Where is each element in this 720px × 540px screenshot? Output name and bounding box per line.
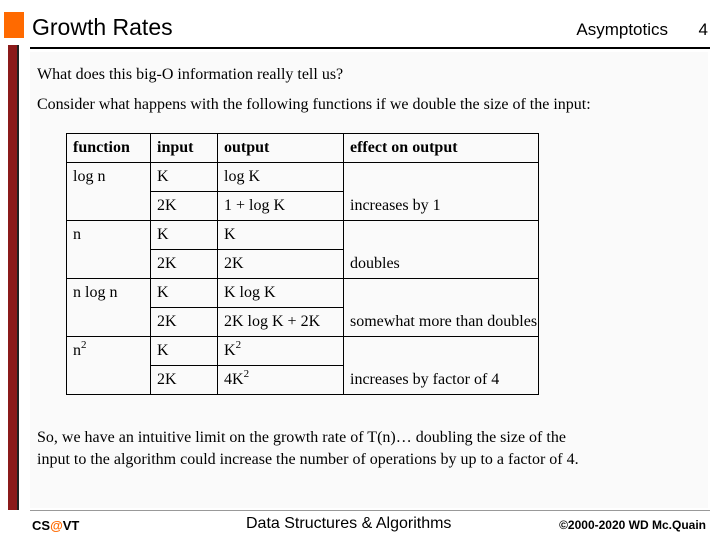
cell-effect: increases by 1 (344, 192, 539, 221)
cell-output: K (218, 221, 344, 250)
cell-output: 2K (218, 250, 344, 279)
cell-input: K (151, 163, 218, 192)
table-row (67, 308, 539, 337)
cell-output: 1 + log K (218, 192, 344, 221)
cell-effect: increases by factor of 4 (344, 366, 539, 395)
table-header-row (67, 134, 539, 163)
table-row (67, 192, 539, 221)
conclusion-line-2: input to the algorithm could increase the number of operations by up to a factor of 4. (37, 451, 579, 468)
footer-at: @ (50, 518, 63, 533)
table-row (67, 337, 539, 366)
cell-output: 2K log K + 2K (218, 308, 344, 337)
cell-effect (344, 221, 539, 250)
cell-output (218, 366, 344, 395)
cell-function (67, 250, 151, 279)
header-function: function (67, 134, 151, 163)
cell-output: log K (218, 163, 344, 192)
slide-subject: Asymptotics (576, 20, 668, 39)
intro-text: Consider what happens with the following functions if we double the size of the input: (37, 96, 591, 113)
table-row (67, 221, 539, 250)
cell-effect: somewhat more than doubles (344, 308, 539, 337)
cell-function: n log n (67, 279, 151, 308)
cell-effect (344, 163, 539, 192)
output-exponent: 2 (243, 368, 250, 380)
output-base: 4K (224, 371, 244, 388)
footer-divider (30, 510, 710, 511)
footer-cs: CS (32, 518, 51, 533)
table-row (67, 366, 539, 395)
footer-course-label (32, 518, 79, 533)
header-input: input (151, 134, 218, 163)
footer-course-title: Data Structures & Algorithms (246, 515, 452, 532)
cell-input: 2K (151, 366, 218, 395)
function-base: n (73, 342, 81, 360)
table-row (67, 279, 539, 308)
cell-input: 2K (151, 308, 218, 337)
cell-effect (344, 279, 539, 308)
header-effect: effect on output (344, 134, 539, 163)
cell-function: n (67, 221, 151, 250)
header-output: output (218, 134, 344, 163)
cell-input: 2K (151, 192, 218, 221)
cell-output (218, 337, 344, 366)
left-sidebar-bar (8, 45, 17, 510)
slide-number: 4 (698, 20, 708, 39)
cell-function (67, 366, 151, 395)
growth-table (66, 133, 539, 395)
cell-effect (344, 337, 539, 366)
cell-output: K log K (218, 279, 344, 308)
output-exponent: 2 (235, 339, 242, 351)
left-sidebar-shadow (17, 45, 19, 510)
conclusion-line-1: So, we have an intuitive limit on the growth rate of T(n)… doubling the size of the (37, 429, 566, 446)
cell-input: K (151, 337, 218, 366)
header-divider (30, 47, 710, 49)
question-text: What does this big-O information really tell us? (37, 66, 344, 83)
slide-title: Growth Rates (32, 14, 173, 40)
cell-function (67, 192, 151, 221)
output-base: K (224, 342, 236, 359)
table-row (67, 163, 539, 192)
title-accent-box (4, 12, 24, 38)
cell-function (67, 337, 151, 366)
footer-vt: VT (62, 518, 80, 533)
cell-input: 2K (151, 250, 218, 279)
function-exponent: 2 (81, 339, 87, 352)
table-row (67, 250, 539, 279)
cell-input: K (151, 279, 218, 308)
cell-effect: doubles (344, 250, 539, 279)
cell-function: log n (67, 163, 151, 192)
footer-copyright: ©2000-2020 WD Mc.Quain (559, 518, 706, 532)
cell-function (67, 308, 151, 337)
cell-input: K (151, 221, 218, 250)
